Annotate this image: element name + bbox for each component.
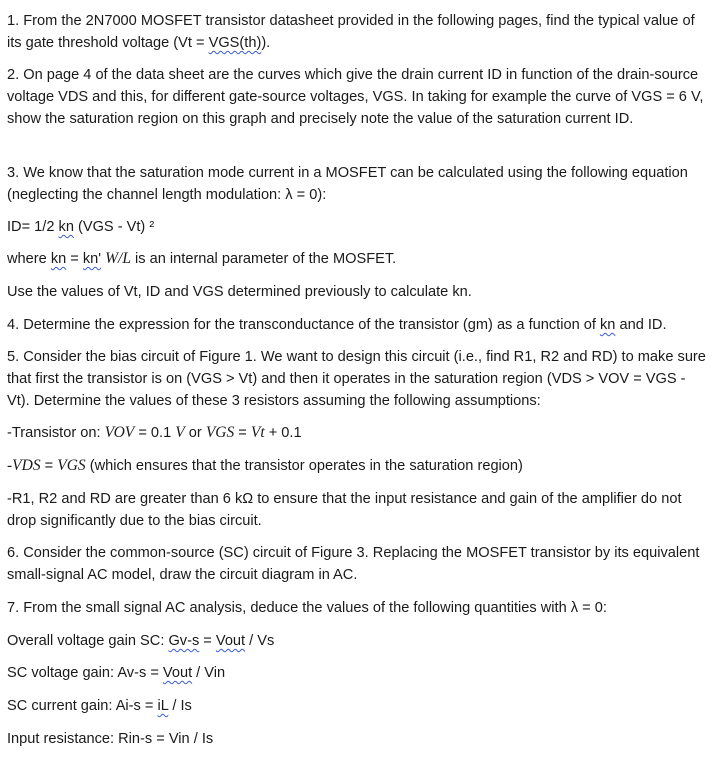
- w-over-l: W/L: [105, 250, 131, 267]
- current-gain: SC current gain: Ai-s = iL / Is: [7, 698, 192, 714]
- assumption-resistors: -R1, R2 and RD are greater than 6 kΩ to ensure that the input resistance and gain of the amplifier do not drop significantly due to the bias circuit.: [7, 491, 682, 529]
- kn-prime-term: kn': [82, 251, 102, 267]
- question-6: 6. Consider the common-source (SC) circuit of Figure 3. Replacing the MOSFET transistor by its equivalent small-signal AC model, draw the circuit diagram in AC.: [7, 545, 700, 583]
- voltage-gain: SC voltage gain: Av-s = Vout / Vin: [7, 665, 226, 681]
- kn-definition: where kn = kn' W/L is an internal parameter of the MOSFET.: [7, 250, 397, 267]
- overall-voltage-gain: Overall voltage gain SC: Gv-s = Vout / Vs: [7, 633, 275, 649]
- input-resistance: Input resistance: Rin-s = Vin / Is: [7, 731, 214, 747]
- saturation-current-equation: ID= 1/2 kn (VGS - Vt) ²: [7, 219, 155, 235]
- assumption-saturation: -VDS = VGS (which ensures that the transistor operates in the saturation region): [7, 457, 523, 474]
- question-7: 7. From the small signal AC analysis, deduce the values of the following quantities with λ = 0:: [7, 600, 607, 616]
- kn-term: kn: [50, 251, 67, 267]
- question-2: 2. On page 4 of the data sheet are the curves which give the drain current ID in function of the drain-source voltage VDS and this, for different gate-source voltages, VGS. In taking for example the curve of VGS = 6 V, show the saturation region on this graph and precisely note the value of the saturation current ID.: [7, 67, 704, 127]
- kn-term: kn: [58, 219, 74, 235]
- question-3: 3. We know that the saturation mode current in a MOSFET can be calculated using the following equation (neglecting the channel length modulation: λ = 0):: [7, 165, 688, 203]
- assumption-transistor-on: -Transistor on: VOV = 0.1 V or VGS = Vt + 0.1: [7, 424, 302, 441]
- question-4: 4. Determine the expression for the transconductance of the transistor (gm) as a function of kn and ID.: [7, 317, 667, 333]
- gate-threshold-term: VGS(th): [208, 35, 262, 51]
- kn-term: kn: [599, 317, 616, 333]
- question-1: 1. From the 2N7000 MOSFET transistor datasheet provided in the following pages, find the typical value of its gate threshold voltage (Vt = VGS(th)).: [7, 13, 695, 51]
- question-5: 5. Consider the bias circuit of Figure 1. We want to design this circuit (i.e., find R1, R2 and RD) to make sure that first the transistor is on (VGS > Vt) and then it operates in the saturation region (VDS > VOV = VGS - Vt). Determine the values of these 3 resistors assuming the following assumptions:: [7, 349, 706, 409]
- kn-instruction: Use the values of Vt, ID and VGS determined previously to calculate kn.: [7, 284, 472, 300]
